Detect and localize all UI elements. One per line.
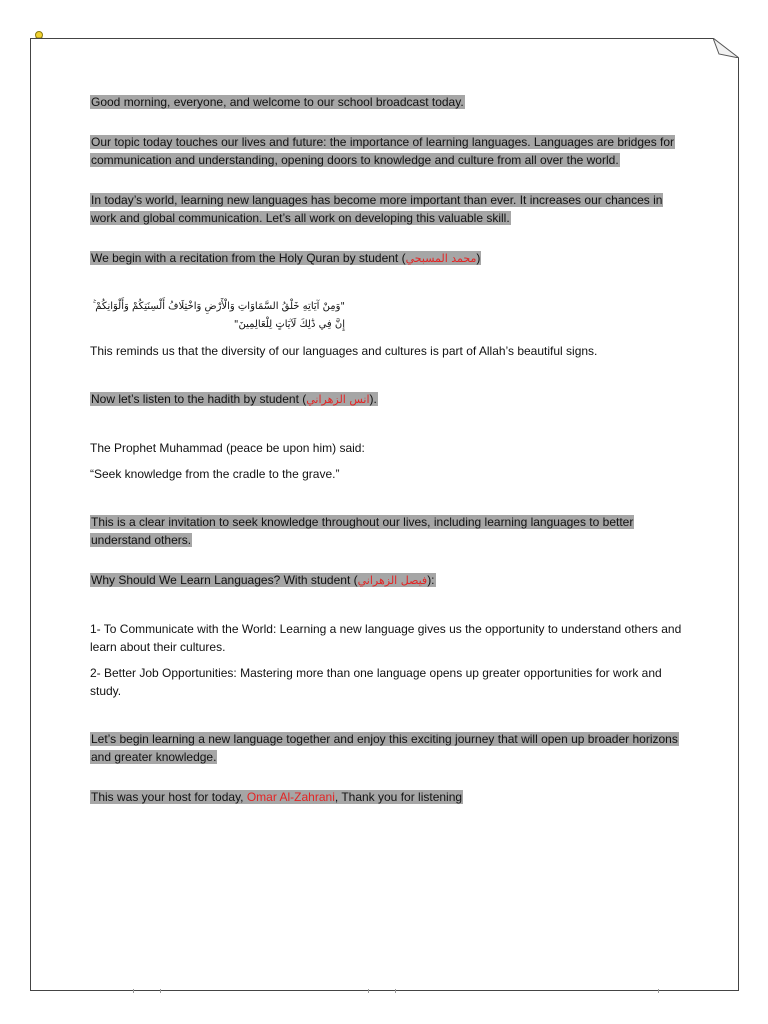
why-intro-close: ): bbox=[427, 573, 435, 587]
why-intro-paragraph bbox=[90, 571, 690, 590]
bottom-tick bbox=[658, 989, 659, 993]
quote-text: “Seek knowledge from the cradle to the grave.” bbox=[90, 467, 340, 481]
why-intro-text: Why Should We Learn Languages? With student ( bbox=[91, 573, 358, 587]
quran-intro-text: We begin with a recitation from the Holy Quran by student ( bbox=[91, 251, 406, 265]
topic-paragraph bbox=[90, 133, 690, 169]
document-body bbox=[90, 90, 690, 806]
quran-intro-paragraph bbox=[90, 249, 690, 268]
world-text: In today’s world, learning new languages has become more important than ever. It increases our chances in work and global communication. Let’s all work on developing this valuable skill. bbox=[91, 193, 663, 225]
host-intro-text: This was your host for today, bbox=[91, 790, 247, 804]
host-paragraph bbox=[90, 788, 690, 806]
bottom-tick bbox=[395, 989, 396, 993]
reminder-text: This reminds us that the diversity of our languages and cultures is part of Allah’s beautiful signs. bbox=[90, 344, 598, 358]
point1-text: 1- To Communicate with the World: Learning a new language gives us the opportunity to understand others and learn about their cultures. bbox=[90, 622, 682, 654]
quran-verse: "وَمِنْ آيَاتِهِ خَلْقُ السَّمَاوَاتِ وَالْأَرْضِ وَاخْتِلَافُ أَلْسِنَتِكُمْ وَأَلْوَانِكُمْ ۚ إِنَّ فِي ذَٰلِكَ لَآيَاتٍ لِلْعَالِمِينَ" bbox=[92, 301, 345, 330]
why-intro-line bbox=[90, 573, 436, 587]
bottom-tick bbox=[160, 989, 161, 993]
host-close-text: , Thank you for listening bbox=[334, 790, 463, 804]
quran-intro-line bbox=[90, 251, 481, 265]
prophet-text: The Prophet Muhammad (peace be upon him) said: bbox=[90, 441, 365, 455]
greeting-text: Good morning, everyone, and welcome to our school broadcast today. bbox=[91, 95, 464, 109]
invitation-text: This is a clear invitation to seek knowledge throughout our lives, including learning languages to better understand others. bbox=[91, 515, 634, 547]
bottom-tick bbox=[133, 989, 134, 993]
greeting-paragraph bbox=[90, 93, 690, 111]
invitation-paragraph bbox=[90, 513, 690, 549]
prophet-paragraph bbox=[90, 439, 690, 457]
point2-text: 2- Better Job Opportunities: Mastering more than one language opens up greater opportunities for work and study. bbox=[90, 666, 662, 698]
hadith-intro-paragraph bbox=[90, 390, 690, 409]
topic-text: Our topic today touches our lives and future: the importance of learning languages. Languages are bridges for communication and understanding, opening doors to knowledge and culture from all over the world. bbox=[91, 135, 675, 167]
hadith-intro-text: Now let’s listen to the hadith by student ( bbox=[91, 392, 307, 406]
point2-paragraph bbox=[90, 664, 690, 700]
journey-paragraph bbox=[90, 730, 690, 766]
host-line bbox=[90, 790, 463, 804]
hadith-student-name: انس الزهراني bbox=[306, 393, 370, 406]
host-name: Omar Al-Zahrani bbox=[246, 790, 335, 804]
hadith-intro-line bbox=[90, 392, 378, 406]
reminder-paragraph bbox=[90, 342, 690, 360]
hadith-intro-close: ). bbox=[369, 392, 377, 406]
world-paragraph bbox=[90, 191, 690, 227]
quran-student-name: محمد المسبحي bbox=[405, 252, 477, 265]
page-bottom-edge bbox=[30, 990, 739, 994]
quran-intro-close: ) bbox=[476, 251, 481, 265]
why-student-name: فيصل الزهراني bbox=[357, 574, 428, 587]
page-fold-icon bbox=[713, 38, 739, 58]
journey-text: Let’s begin learning a new language together and enjoy this exciting journey that will open up broader horizons and greater knowledge. bbox=[91, 732, 678, 764]
quote-paragraph bbox=[90, 465, 690, 483]
point1-paragraph bbox=[90, 620, 690, 656]
bottom-tick bbox=[368, 989, 369, 993]
